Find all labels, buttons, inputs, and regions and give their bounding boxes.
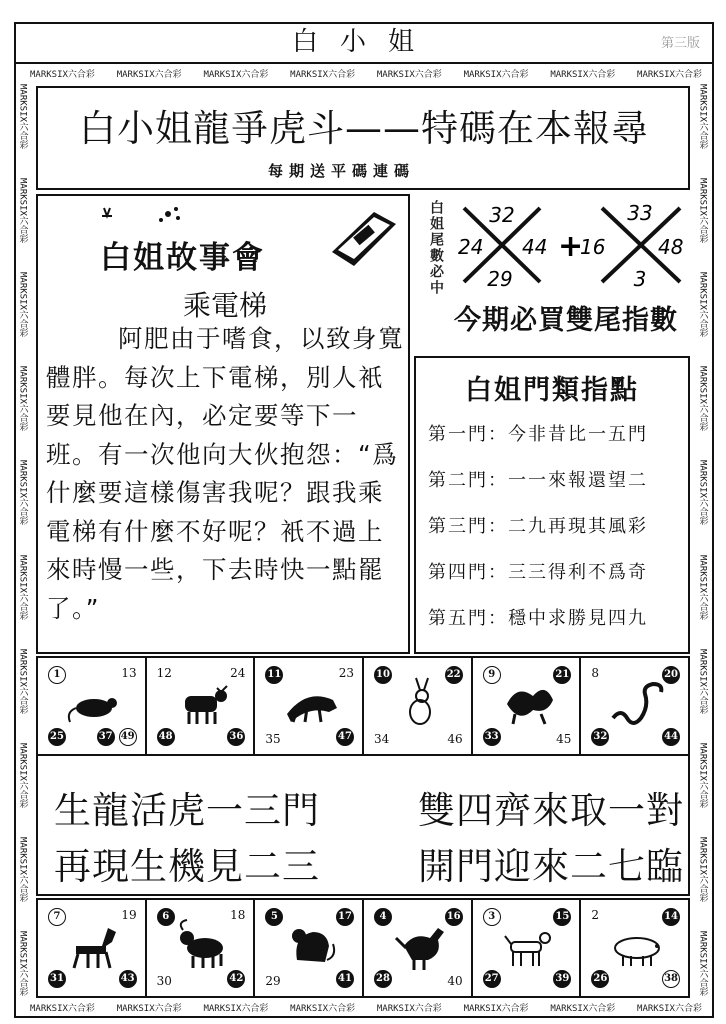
brand-strip-text: MARKSIX六合彩	[697, 366, 708, 432]
door-row: 第一門：今非昔比一五門	[428, 424, 648, 445]
number-ball: 49	[119, 728, 137, 746]
number-ball: 28	[374, 970, 392, 988]
dog-icon	[501, 916, 557, 976]
snake-icon	[609, 674, 665, 734]
brand-strip-text: MARKSIX六合彩	[290, 69, 356, 80]
tail-index-side-label: 白姐尾數必中	[428, 200, 444, 296]
number-ball: 37	[97, 728, 115, 746]
brand-strip-text: MARKSIX六合彩	[637, 1003, 702, 1014]
tail-number: 32	[489, 203, 515, 227]
number-ball: 11	[265, 666, 283, 684]
tail-number: 29	[487, 267, 513, 291]
tail-number: 44	[522, 235, 548, 259]
brand-strip-text: MARKSIX六合彩	[697, 742, 708, 808]
goat-icon	[175, 916, 231, 976]
brand-strip-text: MARKSIX六合彩	[463, 69, 529, 80]
number-ball: 48	[157, 728, 175, 746]
brand-strip-text: MARKSIX六合彩	[697, 84, 708, 149]
brand-strip-text: MARKSIX六合彩	[17, 366, 28, 432]
brand-strip-text: MARKSIX六合彩	[17, 930, 28, 996]
number-label: 29	[265, 974, 281, 988]
door-text: 穩中求勝見四九	[508, 608, 648, 629]
story-body: 阿肥由于嗜食，以致身寬體胖。每次上下電梯，別人衹要見他在內，必定要等下一班。有一次他向大伙抱怨：“爲什麼要這樣傷害我呢？跟我乘電梯有什麼不好呢？衹不過上來時慢一些，下去時快一點罷了。”	[46, 324, 404, 623]
brand-strip-text: MARKSIX六合彩	[17, 272, 28, 338]
number-ball: 3	[483, 908, 501, 926]
horse-icon	[66, 916, 122, 976]
brand-strip-text: MARKSIX六合彩	[30, 69, 95, 80]
number-ball: 26	[591, 970, 609, 988]
brand-strip-text: MARKSIX六合彩	[697, 178, 708, 244]
brand-strip-text: MARKSIX六合彩	[376, 1003, 442, 1014]
door-text: 二九再現其風彩	[508, 516, 648, 537]
number-ball: 44	[662, 728, 680, 746]
poem-text: 生龍活虎一三門	[54, 789, 320, 832]
number-ball: 43	[119, 970, 137, 988]
brand-strip-text: MARKSIX六合彩	[17, 460, 28, 526]
number-label: 8	[591, 666, 599, 680]
zodiac-row-top	[36, 656, 690, 756]
zodiac-cell	[253, 898, 364, 998]
door-row: 第三門：二九再現其風彩	[428, 516, 648, 537]
poem-line	[54, 780, 684, 834]
headline-subline: 每期送平碼連碼	[268, 162, 416, 180]
brand-strip-text: MARKSIX六合彩	[697, 836, 708, 902]
number-ball: 1	[48, 666, 66, 684]
brand-strip-text: MARKSIX六合彩	[17, 836, 28, 902]
number-ball: 42	[227, 970, 245, 988]
zodiac-cell	[471, 898, 582, 998]
edition-label: 第三版	[660, 36, 700, 51]
tail-number: 24	[458, 235, 484, 259]
number-ball: 33	[483, 728, 501, 746]
zodiac-cell	[253, 656, 364, 756]
ox-icon	[175, 674, 231, 734]
number-ball: 36	[227, 728, 245, 746]
brand-strip-text: MARKSIX六合彩	[17, 742, 28, 808]
headline-box	[36, 86, 690, 190]
brand-strip-text: MARKSIX六合彩	[116, 1003, 182, 1014]
crossed-numbers-graphic	[450, 196, 690, 292]
door-label: 第二門	[428, 470, 488, 491]
plus-sign: +	[558, 229, 584, 264]
number-label: 12	[156, 666, 172, 680]
brand-strip-text: MARKSIX六合彩	[203, 1003, 269, 1014]
door-label: 第五門	[428, 608, 488, 629]
story-box	[36, 194, 410, 654]
story-section-title: 白姐故事會	[100, 240, 265, 276]
number-ball: 6	[157, 908, 175, 926]
headline: 白小姐龍爭虎斗——特碼在本報尋	[79, 107, 649, 150]
number-label: 40	[447, 974, 463, 988]
masthead	[14, 22, 714, 64]
number-label: 24	[230, 666, 246, 680]
door-text: 一一來報還望二	[508, 470, 648, 491]
rabbit-icon	[392, 674, 448, 734]
door-text: 今非昔比一五門	[508, 424, 648, 445]
number-ball: 20	[662, 666, 680, 684]
brand-strip-text: MARKSIX六合彩	[17, 178, 28, 244]
brand-strip-left	[16, 84, 30, 996]
pig-icon	[609, 916, 665, 976]
zodiac-cell	[471, 656, 582, 756]
door-row: 第四門：三三得利不爲奇	[428, 562, 648, 583]
number-ball: 17	[336, 908, 354, 926]
brand-strip-bottom	[30, 1000, 702, 1014]
number-label: 13	[121, 666, 137, 680]
monkey-icon	[283, 916, 339, 976]
zodiac-cell	[579, 656, 690, 756]
door-label: 第三門	[428, 516, 488, 537]
zodiac-cell	[36, 898, 147, 998]
zodiac-cell	[36, 656, 147, 756]
brand-strip-text: MARKSIX六合彩	[550, 1003, 616, 1014]
brand-strip-right	[696, 84, 710, 996]
number-ball: 9	[483, 666, 501, 684]
zodiac-cell	[362, 898, 473, 998]
number-ball: 41	[336, 970, 354, 988]
poem-text: 雙四齊來取一對	[418, 789, 684, 832]
number-ball: 25	[48, 728, 66, 746]
number-label: 23	[338, 666, 355, 680]
number-ball: 15	[553, 908, 571, 926]
door-row: 第二門：一一來報還望二	[428, 470, 648, 491]
number-label: 18	[230, 908, 246, 922]
story-title: 乘電梯	[182, 289, 267, 322]
book-icon	[328, 208, 398, 270]
tiger-icon	[283, 674, 339, 734]
brand-strip-text: MARKSIX六合彩	[550, 69, 616, 80]
number-ball: 16	[445, 908, 463, 926]
brand-strip-text: MARKSIX六合彩	[290, 1003, 356, 1014]
number-ball: 4	[374, 908, 392, 926]
door-label: 第一門	[428, 424, 488, 445]
number-ball: 22	[445, 666, 463, 684]
brand-strip-text: MARKSIX六合彩	[697, 460, 708, 526]
number-ball: 7	[48, 908, 66, 926]
brand-strip-text: MARKSIX六合彩	[697, 554, 708, 620]
brand-strip-text: MARKSIX六合彩	[463, 1003, 529, 1014]
number-ball: 39	[553, 970, 571, 988]
tail-number: 3	[633, 267, 647, 291]
rooster-icon	[392, 916, 448, 976]
zodiac-row-bottom	[36, 898, 690, 998]
zodiac-cell	[362, 656, 473, 756]
door-panel	[414, 356, 690, 654]
zodiac-cell	[145, 898, 256, 998]
zodiac-cell	[145, 656, 256, 756]
brand-strip-text: MARKSIX六合彩	[30, 1003, 95, 1014]
brand-strip-text: MARKSIX六合彩	[697, 272, 708, 338]
dragon-icon	[501, 674, 557, 734]
number-ball: 47	[336, 728, 354, 746]
tail-number: 48	[658, 235, 684, 259]
tail-number: 16	[580, 235, 606, 259]
number-label: 2	[591, 908, 599, 922]
number-label: 35	[265, 732, 281, 746]
brand-strip-text: MARKSIX六合彩	[17, 648, 28, 714]
masthead-title: 白小姐	[291, 27, 436, 57]
brand-strip-text: MARKSIX六合彩	[637, 69, 702, 80]
zodiac-cell	[579, 898, 690, 998]
brand-strip-text: MARKSIX六合彩	[116, 69, 182, 80]
tail-number: 33	[627, 201, 653, 225]
brand-strip-text: MARKSIX六合彩	[17, 554, 28, 620]
door-label: 第四門	[428, 562, 488, 583]
poem-text: 再現生機見二三	[54, 845, 320, 888]
number-ball: 38	[662, 970, 680, 988]
poem-text: 開門迎來二七臨	[418, 845, 684, 888]
number-ball: 32	[591, 728, 609, 746]
number-ball: 10	[374, 666, 392, 684]
number-label: 46	[447, 732, 463, 746]
brand-strip-text: MARKSIX六合彩	[203, 69, 269, 80]
number-label: 34	[374, 732, 390, 746]
door-text: 三三得利不爲奇	[508, 562, 648, 583]
number-label: 30	[156, 974, 172, 988]
door-panel-title: 白姐門類指點	[465, 375, 639, 406]
number-label: 45	[556, 732, 572, 746]
number-ball: 31	[48, 970, 66, 988]
brand-strip-text: MARKSIX六合彩	[697, 648, 708, 714]
number-ball: 5	[265, 908, 283, 926]
flower-ornament-icon	[98, 204, 188, 226]
tail-index-panel	[414, 194, 690, 350]
rat-icon	[66, 674, 122, 734]
brand-strip-text: MARKSIX六合彩	[17, 84, 28, 149]
brand-strip-top	[30, 66, 702, 80]
brand-strip-text: MARKSIX六合彩	[376, 69, 442, 80]
number-ball: 21	[553, 666, 571, 684]
number-label: 19	[121, 908, 137, 922]
poem-box	[36, 754, 690, 896]
number-ball: 27	[483, 970, 501, 988]
brand-strip-text: MARKSIX六合彩	[697, 930, 708, 996]
poem-line	[54, 836, 684, 890]
number-ball: 14	[662, 908, 680, 926]
door-row: 第五門：穩中求勝見四九	[428, 608, 648, 629]
tail-index-label: 今期必買雙尾指數	[454, 305, 678, 336]
